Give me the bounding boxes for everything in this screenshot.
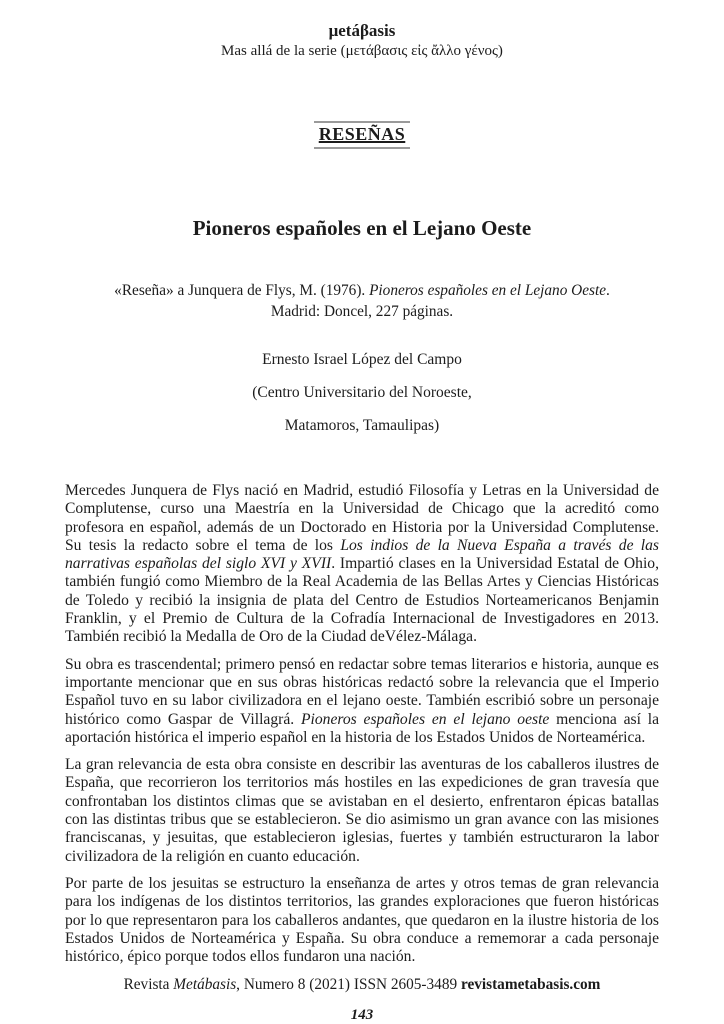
page-number: 143 (350, 1007, 374, 1024)
citation-block (0, 280, 724, 322)
body-paragraph: Su obra es trascendental; primero pensó en redactar sobre temas literarios e historia, aunque es importante mencionar que en sus obras históricas redactó sobre la relevancia que el Imperio Español tuvo en su labor civilizadora en el lejano oeste. También escribió sobre un personaje histórico como Gaspar de Villagrá. Pioneros españoles en el lejano oeste menciona así la aportación histórica el imperio español en la historia de los Estados Unidos de Norteamérica. (65, 655, 660, 746)
journal-footer-line: Revista Metábasis, Numero 8 (2021) ISSN 2605-3489 revistametabasis.com (123, 976, 601, 994)
affiliation-line-2: Matamoros, Tamaulipas) (284, 417, 440, 434)
body-paragraph: Mercedes Junquera de Flys nació en Madrid, estudió Filosofía y Letras en la Universidad de Complutense, curso una Maestría en la Universidad de Chicago que la acreditó como profesora en español, además de un Doctorado en Historia por la Universidad Complutense. Su tesis la redacto sobre el tema de los Los indios de la Nueva España a través de las narrativas españolas del siglo XVI y XVII. Impartió clases en la Universidad Estatal de Ohio, también fungió como Miembro de la Real Academia de las Bellas Artes y Ciencias Históricas de Toledo y recibió la insignia de plata del Centro de Estudios Norteamericanos Benjamin Franklin, y el Premio de Cultura de la Cofradía Internacional de Investigadores en 2013. También recibió la Medalla de Oro de la Ciudad deVélez-Málaga. (65, 482, 659, 646)
article-body (65, 482, 659, 966)
journal-subtitle: Mas allá de la serie (μετάβασις εἰς ἄλλο γένος) (221, 43, 503, 59)
journal-header (0, 0, 724, 61)
citation-line-2: Madrid: Doncel, 227 páginas. (270, 303, 454, 320)
affiliation-line-1: (Centro Universitario del Noroeste, (252, 384, 472, 401)
article-title: Pioneros españoles en el Lejano Oeste (192, 216, 532, 240)
section-heading: RESEÑAS (314, 121, 411, 149)
section-heading-row (0, 121, 724, 149)
author-block (0, 350, 724, 436)
author-name: Ernesto Israel López del Campo (262, 351, 462, 368)
journal-title: μetáβasis (328, 21, 396, 40)
citation-line-1: «Reseña» a Junquera de Flys, M. (1976). Pioneros españoles en el Lejano Oeste. (114, 282, 610, 299)
body-paragraph: La gran relevancia de esta obra consiste en describir las aventuras de los caballeros ilustres de España, que recorrieron los territorios más hostiles en las expediciones de gran travesía que confrontaban los distintos climas que se avistaban en el desierto, enfrentaron épicas batallas con las distintas tribus que se establecieron. Se dio asimismo un gran avance con las misiones franciscanas, y jesuitas, que establecieron iglesias, fuertes y también estructuraron la labor civilizadora de la religión en cuanto educación. (65, 756, 659, 865)
body-paragraph: Por parte de los jesuitas se estructuro la enseñanza de artes y otros temas de gran relevancia para los indígenas de los distintos territorios, las grandes exploraciones que fueron históricas por lo que representaron para los caballeros andantes, que quedaron en la ilustre historia de los Estados Unidos de Norteamérica y España. Su obra conduce a rememorar a cada personaje histórico, épico porque todos ellos fundaron una nación. (65, 874, 659, 966)
